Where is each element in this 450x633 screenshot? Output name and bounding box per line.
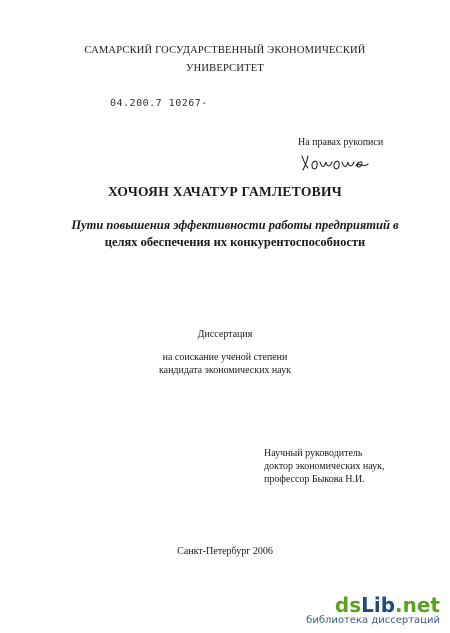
degree-line1: на соискание ученой степени <box>162 352 288 363</box>
logo-subtitle: библиотека диссертаций <box>306 615 440 626</box>
thesis-title-line1: Пути повышения эффективности работы предприятий в <box>71 218 399 232</box>
thesis-title-line2: целях обеспечения их конкурентоспособности <box>104 235 366 249</box>
dslib-logo-text <box>306 595 440 615</box>
logo-lib-part: Lib <box>361 593 396 617</box>
university-name-line1: САМАРСКИЙ ГОСУДАРСТВЕННЫЙ ЭКОНОМИЧЕСКИЙ <box>84 45 366 56</box>
handwritten-signature <box>300 150 370 174</box>
document-type: Диссертация <box>197 329 253 340</box>
logo-ds-part: ds <box>334 593 362 617</box>
supervisor-name: профессор Быкова Н.И. <box>264 474 365 485</box>
university-name-line2: УНИВЕРСИТЕТ <box>185 63 264 74</box>
logo-net-part: .net <box>395 593 440 617</box>
library-stamp-number: 04.200.7 10267- <box>110 98 208 109</box>
place-and-year: Санкт-Петербург 2006 <box>177 546 273 557</box>
author-name: ХОЧОЯН ХАЧАТУР ГАМЛЕТОВИЧ <box>108 184 342 199</box>
rights-note: На правах рукописи <box>298 137 384 148</box>
degree-line2: кандидата экономических наук <box>158 365 292 376</box>
supervisor-title: Научный руководитель <box>264 448 363 459</box>
dslib-watermark-logo <box>306 595 440 627</box>
supervisor-degree: доктор экономических наук, <box>264 461 385 472</box>
